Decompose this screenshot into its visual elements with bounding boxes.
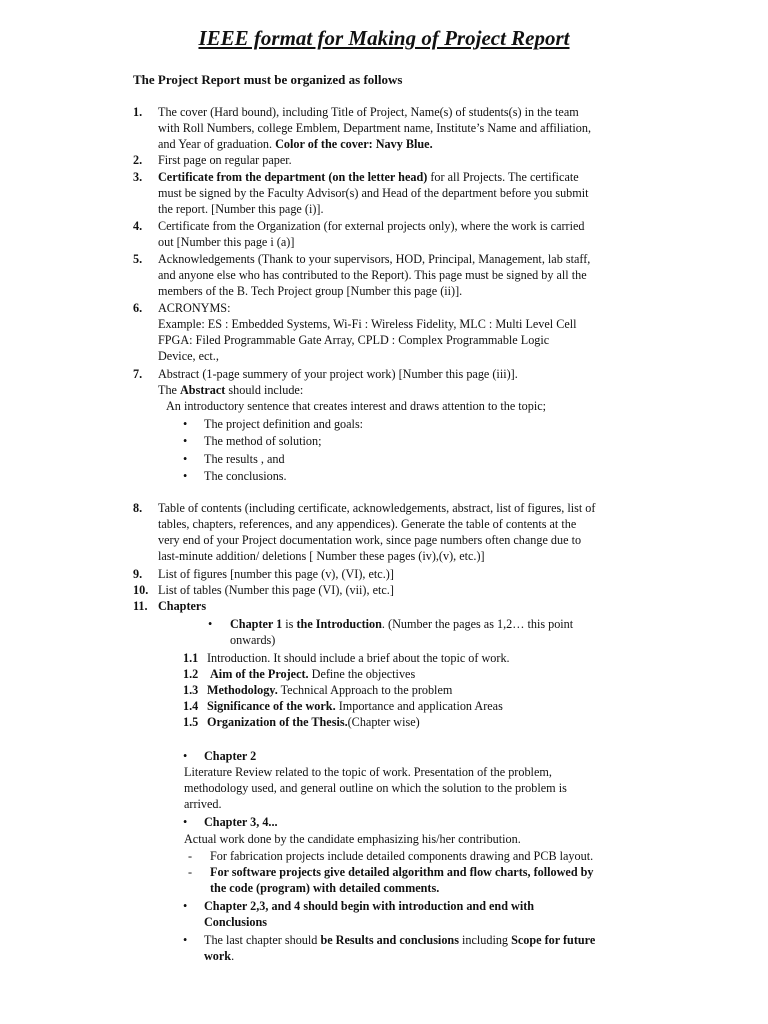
item-number: 6. — [133, 301, 143, 315]
item-number: 7. — [133, 367, 143, 381]
sub-text: Aim of the Project. Define the objectives — [210, 667, 416, 681]
item-text: List of figures [number this page (v), (VI), etc.)] — [158, 567, 394, 581]
item-text: The Abstract should include: — [158, 383, 304, 397]
chapter-1-text: onwards) — [230, 633, 276, 647]
item-number: 5. — [133, 252, 143, 266]
bullet-text: The project definition and goals: — [204, 417, 364, 431]
item-text: Abstract (1-page summery of your project work) [Number this page (iii)]. — [158, 367, 518, 381]
chapter-2-text: methodology used, and general outline on which the solution to the problem is — [184, 781, 567, 795]
item-text: Chapters — [158, 599, 207, 613]
item-number: 11. — [133, 599, 148, 613]
item-text: members of the B. Tech Project group [Number this page (ii)]. — [158, 284, 463, 298]
bullet-icon: • — [183, 933, 188, 947]
sub-text: Introduction. It should include a brief about the topic of work. — [207, 651, 510, 665]
item-text: Acknowledgements (Thank to your supervisors, HOD, Principal, Management, lab staff, — [158, 252, 591, 266]
bullet-text: The last chapter should be Results and conclusions including Scope for future — [204, 933, 596, 947]
item-text: ACRONYMS: — [158, 301, 231, 315]
sub-number: 1.3 — [183, 683, 199, 697]
item-number: 1. — [133, 105, 143, 119]
item-text: An introductory sentence that creates interest and draws attention to the topic; — [166, 399, 547, 413]
item-text: FPGA: Filed Programmable Gate Array, CPLD : Complex Programmable Logic — [158, 333, 550, 347]
bullet-icon: • — [183, 452, 188, 466]
chapter-3-heading: Chapter 3, 4... — [204, 815, 278, 829]
bullet-icon: • — [183, 434, 188, 448]
item-number: 2. — [133, 153, 143, 167]
bullet-text: The results , and — [204, 452, 285, 466]
dash-text: For fabrication projects include detailed components drawing and PCB layout. — [210, 849, 594, 863]
sub-number: 1.4 — [183, 699, 199, 713]
item-text: Example: ES : Embedded Systems, Wi-Fi : Wireless Fidelity, MLC : Multi Level Cell — [158, 317, 577, 331]
bullet-icon: • — [183, 469, 188, 483]
item-text: and Year of graduation. Color of the cover: Navy Blue. — [158, 137, 433, 151]
dash-text: the code (program) with detailed comments. — [210, 881, 440, 895]
chapter-3-text: Actual work done by the candidate emphasizing his/her contribution. — [184, 832, 521, 846]
item-text: with Roll Numbers, college Emblem, Department name, Institute’s Name and affiliation, — [158, 121, 592, 135]
bullet-text: Conclusions — [204, 915, 267, 929]
item-number: 10. — [133, 583, 149, 597]
bullet-icon: • — [208, 617, 213, 631]
chapter-2-text: Literature Review related to the topic of work. Presentation of the problem, — [184, 765, 552, 779]
item-text: Certificate from the department (on the letter head) for all Projects. The certificate — [158, 170, 579, 184]
sub-text: Significance of the work. Importance and application Areas — [207, 699, 503, 713]
sub-number: 1.2 — [183, 667, 199, 681]
item-text: very end of your Project documentation work, since page numbers often change due to — [158, 533, 582, 547]
item-text: out [Number this page i (a)] — [158, 235, 295, 249]
item-text: The cover (Hard bound), including Title of Project, Name(s) of students(s) in the team — [158, 105, 579, 119]
item-number: 9. — [133, 567, 143, 581]
item-text: First page on regular paper. — [158, 153, 292, 167]
item-text: Certificate from the Organization (for external projects only), where the work is carried — [158, 219, 585, 233]
item-text: Device, ect., — [158, 349, 219, 363]
bullet-icon: • — [183, 417, 188, 431]
bullet-icon: • — [183, 815, 188, 829]
dash-icon: - — [188, 849, 193, 863]
subtitle: The Project Report must be organized as follows — [133, 72, 403, 87]
item-text: and anyone else who has contributed to the Report). This page must be signed by all the — [158, 268, 587, 282]
item-text: must be signed by the Faculty Advisor(s) and Head of the department before you submit — [158, 186, 589, 200]
item-number: 8. — [133, 501, 143, 515]
bullet-icon: • — [183, 899, 188, 913]
item-text: List of tables (Number this page (VI), (vii), etc.] — [158, 583, 394, 597]
item-text: Table of contents (including certificate, acknowledgements, abstract, list of figures, list of — [158, 501, 596, 515]
item-text: tables, chapters, references, and any appendices). Generate the table of contents at the — [158, 517, 577, 531]
chapter-2-heading: Chapter 2 — [204, 749, 257, 763]
sub-text: Methodology. Technical Approach to the problem — [207, 683, 453, 697]
bullet-text: Chapter 2,3, and 4 should begin with introduction and end with — [204, 899, 535, 913]
sub-number: 1.5 — [183, 715, 199, 729]
chapter-2-text: arrived. — [184, 797, 222, 811]
bullet-text: work. — [204, 949, 235, 963]
page-title: IEEE format for Making of Project Report — [198, 26, 570, 50]
sub-number: 1.1 — [183, 651, 199, 665]
item-number: 3. — [133, 170, 143, 184]
chapter-1-text: Chapter 1 is the Introduction. (Number the pages as 1,2… this point — [230, 617, 574, 631]
item-number: 4. — [133, 219, 143, 233]
dash-icon: - — [188, 865, 193, 879]
bullet-icon: • — [183, 749, 188, 763]
sub-text: Organization of the Thesis.(Chapter wise) — [207, 715, 420, 729]
dash-text: For software projects give detailed algorithm and flow charts, followed by — [210, 865, 594, 879]
bullet-text: The method of solution; — [204, 434, 322, 448]
item-text: the report. [Number this page (i)]. — [158, 202, 324, 216]
bullet-text: The conclusions. — [204, 469, 287, 483]
item-text: last-minute addition/ deletions [ Number these pages (iv),(v), etc.)] — [158, 549, 485, 563]
